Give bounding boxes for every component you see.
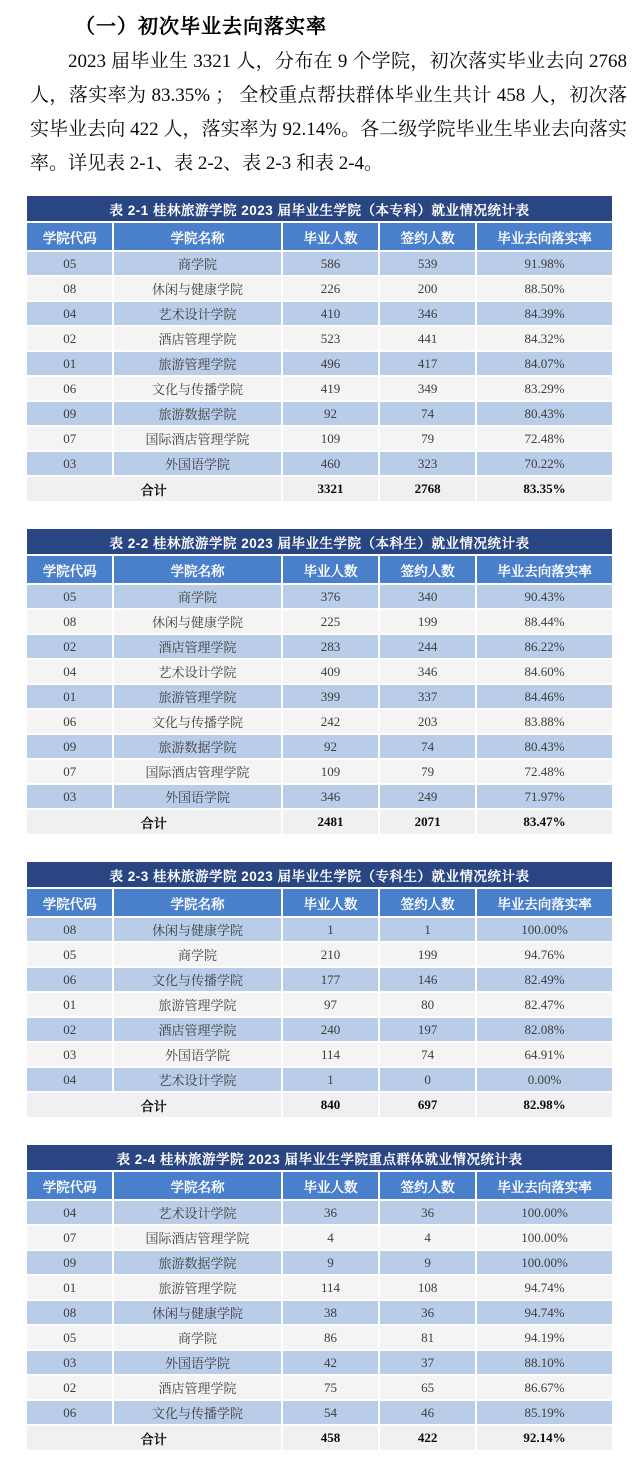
cell-placement-rate: 91.98%	[477, 252, 612, 275]
cell-college-code: 06	[27, 710, 112, 733]
cell-college-code: 01	[27, 993, 112, 1016]
cell-signed-count: 346	[380, 660, 475, 683]
table-row	[27, 1326, 612, 1349]
total-label: 合计	[27, 810, 281, 834]
column-header-graduates-count: 毕业人数	[283, 1172, 379, 1199]
cell-placement-rate: 94.74%	[477, 1301, 612, 1324]
cell-signed-count: 74	[380, 402, 475, 425]
cell-college-name: 旅游管理学院	[114, 352, 280, 375]
cell-signed-count: 108	[380, 1276, 475, 1299]
cell-placement-rate: 0.00%	[477, 1068, 612, 1091]
table-row	[27, 1068, 612, 1091]
cell-college-code: 04	[27, 1068, 112, 1091]
cell-college-code: 02	[27, 1376, 112, 1399]
column-header-college-name: 学院名称	[114, 556, 280, 583]
column-header-graduates-count: 毕业人数	[283, 223, 379, 250]
cell-placement-rate: 85.19%	[477, 1401, 612, 1424]
cell-college-code: 07	[27, 1226, 112, 1249]
cell-placement-rate: 86.22%	[477, 635, 612, 658]
cell-college-name: 文化与传播学院	[114, 1401, 280, 1424]
cell-graduates-count: 114	[283, 1043, 379, 1066]
tables-container	[25, 194, 626, 1452]
cell-college-name: 艺术设计学院	[114, 1068, 280, 1091]
table-body	[27, 918, 612, 1117]
cell-college-code: 09	[27, 1251, 112, 1274]
cell-college-code: 09	[27, 402, 112, 425]
table-row	[27, 452, 612, 475]
table-row	[27, 252, 612, 275]
cell-graduates-count: 177	[283, 968, 379, 991]
cell-placement-rate: 100.00%	[477, 1201, 612, 1224]
cell-graduates-count: 523	[283, 327, 379, 350]
cell-graduates-count: 92	[283, 735, 379, 758]
cell-college-name: 酒店管理学院	[114, 635, 280, 658]
cell-graduates-count: 42	[283, 1351, 379, 1374]
total-graduates-count: 3321	[283, 477, 379, 501]
table-row	[27, 327, 612, 350]
cell-placement-rate: 100.00%	[477, 918, 612, 941]
cell-graduates-count: 54	[283, 1401, 379, 1424]
table-header-row	[27, 556, 612, 583]
cell-college-name: 休闲与健康学院	[114, 610, 280, 633]
cell-college-code: 07	[27, 760, 112, 783]
cell-college-name: 旅游数据学院	[114, 1251, 280, 1274]
column-header-signed-count: 签约人数	[380, 223, 475, 250]
cell-college-name: 国际酒店管理学院	[114, 760, 280, 783]
cell-college-code: 03	[27, 1351, 112, 1374]
cell-placement-rate: 84.32%	[477, 327, 612, 350]
cell-signed-count: 197	[380, 1018, 475, 1041]
cell-college-code: 02	[27, 635, 112, 658]
table-row	[27, 1226, 612, 1249]
cell-college-code: 04	[27, 302, 112, 325]
total-signed-count: 2071	[380, 810, 475, 834]
cell-signed-count: 337	[380, 685, 475, 708]
column-header-college-name: 学院名称	[114, 1172, 280, 1199]
table-title: 表 2-3 桂林旅游学院 2023 届毕业生学院（专科生）就业情况统计表	[27, 862, 612, 887]
table-row	[27, 1351, 612, 1374]
cell-signed-count: 539	[380, 252, 475, 275]
cell-college-name: 国际酒店管理学院	[114, 1226, 280, 1249]
table-row	[27, 1301, 612, 1324]
total-signed-count: 2768	[380, 477, 475, 501]
column-header-placement-rate: 毕业去向落实率	[477, 889, 612, 916]
total-label: 合计	[27, 1093, 281, 1117]
cell-signed-count: 146	[380, 968, 475, 991]
cell-placement-rate: 82.08%	[477, 1018, 612, 1041]
cell-college-code: 06	[27, 1401, 112, 1424]
cell-signed-count: 200	[380, 277, 475, 300]
cell-college-name: 商学院	[114, 943, 280, 966]
cell-graduates-count: 240	[283, 1018, 379, 1041]
cell-signed-count: 9	[380, 1251, 475, 1274]
cell-signed-count: 0	[380, 1068, 475, 1091]
column-header-placement-rate: 毕业去向落实率	[477, 556, 612, 583]
cell-college-name: 旅游数据学院	[114, 735, 280, 758]
table-row	[27, 1276, 612, 1299]
intro-paragraph: 2023 届毕业生 3321 人，分布在 9 个学院，初次落实毕业去向 2768 人，落实率为 83.35% ； 全校重点帮扶群体毕业生共计 458 人，初次落实毕业去向 422 人，落实率为 92.14%。各二级学院毕业生毕业去向落实率。详见表 2-1、表 2-2、表 2-3 和表 2-4。	[30, 51, 627, 174]
cell-college-code: 03	[27, 1043, 112, 1066]
cell-placement-rate: 84.60%	[477, 660, 612, 683]
column-header-placement-rate: 毕业去向落实率	[477, 1172, 612, 1199]
cell-college-name: 文化与传播学院	[114, 710, 280, 733]
table-title-row	[27, 862, 612, 887]
cell-graduates-count: 226	[283, 277, 379, 300]
cell-graduates-count: 496	[283, 352, 379, 375]
column-header-signed-count: 签约人数	[380, 889, 475, 916]
total-placement-rate: 92.14%	[477, 1426, 612, 1450]
cell-college-name: 文化与传播学院	[114, 377, 280, 400]
statistics-table	[25, 1143, 614, 1452]
cell-college-name: 国际酒店管理学院	[114, 427, 280, 450]
cell-college-name: 旅游管理学院	[114, 1276, 280, 1299]
table-row	[27, 710, 612, 733]
column-header-college-code: 学院代码	[27, 556, 112, 583]
cell-college-name: 商学院	[114, 1326, 280, 1349]
cell-graduates-count: 399	[283, 685, 379, 708]
statistics-table	[25, 194, 614, 503]
cell-graduates-count: 4	[283, 1226, 379, 1249]
cell-graduates-count: 586	[283, 252, 379, 275]
cell-college-name: 商学院	[114, 585, 280, 608]
cell-placement-rate: 72.48%	[477, 760, 612, 783]
cell-signed-count: 199	[380, 610, 475, 633]
table-row	[27, 760, 612, 783]
cell-college-code: 04	[27, 1201, 112, 1224]
table-row	[27, 635, 612, 658]
cell-signed-count: 36	[380, 1301, 475, 1324]
cell-college-code: 09	[27, 735, 112, 758]
cell-signed-count: 36	[380, 1201, 475, 1224]
column-header-placement-rate: 毕业去向落实率	[477, 223, 612, 250]
cell-college-name: 酒店管理学院	[114, 1376, 280, 1399]
cell-signed-count: 80	[380, 993, 475, 1016]
cell-graduates-count: 86	[283, 1326, 379, 1349]
table-row	[27, 785, 612, 808]
cell-college-name: 外国语学院	[114, 785, 280, 808]
cell-placement-rate: 82.49%	[477, 968, 612, 991]
cell-college-code: 01	[27, 352, 112, 375]
cell-placement-rate: 88.44%	[477, 610, 612, 633]
column-header-college-code: 学院代码	[27, 889, 112, 916]
cell-signed-count: 249	[380, 785, 475, 808]
total-signed-count: 422	[380, 1426, 475, 1450]
cell-graduates-count: 109	[283, 427, 379, 450]
cell-placement-rate: 80.43%	[477, 735, 612, 758]
cell-graduates-count: 38	[283, 1301, 379, 1324]
cell-college-code: 06	[27, 968, 112, 991]
cell-graduates-count: 92	[283, 402, 379, 425]
cell-signed-count: 199	[380, 943, 475, 966]
cell-college-name: 商学院	[114, 252, 280, 275]
cell-placement-rate: 94.76%	[477, 943, 612, 966]
table-total-row	[27, 1426, 612, 1450]
cell-college-name: 休闲与健康学院	[114, 918, 280, 941]
total-graduates-count: 458	[283, 1426, 379, 1450]
total-graduates-count: 840	[283, 1093, 379, 1117]
cell-graduates-count: 210	[283, 943, 379, 966]
cell-graduates-count: 460	[283, 452, 379, 475]
table-header-row	[27, 223, 612, 250]
section-heading: （一）初次毕业去向落实率	[75, 16, 327, 38]
cell-signed-count: 79	[380, 760, 475, 783]
table-title: 表 2-1 桂林旅游学院 2023 届毕业生学院（本专科）就业情况统计表	[27, 196, 612, 221]
table-title-row	[27, 1145, 612, 1170]
cell-graduates-count: 114	[283, 1276, 379, 1299]
cell-placement-rate: 88.10%	[477, 1351, 612, 1374]
cell-graduates-count: 109	[283, 760, 379, 783]
cell-college-name: 休闲与健康学院	[114, 277, 280, 300]
cell-college-name: 旅游管理学院	[114, 685, 280, 708]
table-title-row	[27, 529, 612, 554]
cell-college-code: 03	[27, 785, 112, 808]
cell-signed-count: 74	[380, 1043, 475, 1066]
cell-college-code: 08	[27, 1301, 112, 1324]
cell-college-code: 02	[27, 327, 112, 350]
table-row	[27, 427, 612, 450]
cell-college-code: 05	[27, 943, 112, 966]
cell-placement-rate: 82.47%	[477, 993, 612, 1016]
table-row	[27, 302, 612, 325]
table-row	[27, 377, 612, 400]
cell-signed-count: 65	[380, 1376, 475, 1399]
cell-signed-count: 203	[380, 710, 475, 733]
cell-graduates-count: 9	[283, 1251, 379, 1274]
cell-college-name: 酒店管理学院	[114, 1018, 280, 1041]
table-row	[27, 1043, 612, 1066]
statistics-table	[25, 527, 614, 836]
cell-college-code: 05	[27, 585, 112, 608]
cell-signed-count: 74	[380, 735, 475, 758]
cell-graduates-count: 409	[283, 660, 379, 683]
total-label: 合计	[27, 477, 281, 501]
column-header-college-name: 学院名称	[114, 223, 280, 250]
table-header-row	[27, 1172, 612, 1199]
table-row	[27, 1401, 612, 1424]
cell-graduates-count: 283	[283, 635, 379, 658]
cell-college-name: 酒店管理学院	[114, 327, 280, 350]
cell-signed-count: 46	[380, 1401, 475, 1424]
total-placement-rate: 82.98%	[477, 1093, 612, 1117]
table-row	[27, 585, 612, 608]
cell-graduates-count: 36	[283, 1201, 379, 1224]
cell-college-code: 07	[27, 427, 112, 450]
table-total-row	[27, 477, 612, 501]
table-header-row	[27, 889, 612, 916]
table-body	[27, 252, 612, 501]
cell-signed-count: 1	[380, 918, 475, 941]
cell-placement-rate: 72.48%	[477, 427, 612, 450]
cell-placement-rate: 70.22%	[477, 452, 612, 475]
cell-placement-rate: 100.00%	[477, 1251, 612, 1274]
cell-college-name: 艺术设计学院	[114, 660, 280, 683]
table-row	[27, 735, 612, 758]
cell-graduates-count: 410	[283, 302, 379, 325]
table-row	[27, 352, 612, 375]
table-title-row	[27, 196, 612, 221]
cell-placement-rate: 84.46%	[477, 685, 612, 708]
total-label: 合计	[27, 1426, 281, 1450]
cell-signed-count: 244	[380, 635, 475, 658]
cell-placement-rate: 88.50%	[477, 277, 612, 300]
total-signed-count: 697	[380, 1093, 475, 1117]
cell-college-name: 旅游数据学院	[114, 402, 280, 425]
cell-graduates-count: 75	[283, 1376, 379, 1399]
table-body	[27, 585, 612, 834]
cell-graduates-count: 225	[283, 610, 379, 633]
cell-college-code: 06	[27, 377, 112, 400]
column-header-graduates-count: 毕业人数	[283, 889, 379, 916]
cell-college-code: 01	[27, 685, 112, 708]
table-row	[27, 685, 612, 708]
total-graduates-count: 2481	[283, 810, 379, 834]
column-header-college-name: 学院名称	[114, 889, 280, 916]
cell-placement-rate: 94.19%	[477, 1326, 612, 1349]
table-title: 表 2-2 桂林旅游学院 2023 届毕业生学院（本科生）就业情况统计表	[27, 529, 612, 554]
table-row	[27, 1201, 612, 1224]
cell-graduates-count: 242	[283, 710, 379, 733]
cell-graduates-count: 1	[283, 918, 379, 941]
table-title: 表 2-4 桂林旅游学院 2023 届毕业生学院重点群体就业情况统计表	[27, 1145, 612, 1170]
column-header-college-code: 学院代码	[27, 1172, 112, 1199]
table-row	[27, 277, 612, 300]
table-row	[27, 993, 612, 1016]
column-header-graduates-count: 毕业人数	[283, 556, 379, 583]
cell-graduates-count: 97	[283, 993, 379, 1016]
total-placement-rate: 83.47%	[477, 810, 612, 834]
cell-college-name: 旅游管理学院	[114, 993, 280, 1016]
table-row	[27, 1018, 612, 1041]
cell-signed-count: 417	[380, 352, 475, 375]
total-placement-rate: 83.35%	[477, 477, 612, 501]
cell-college-code: 08	[27, 918, 112, 941]
cell-graduates-count: 419	[283, 377, 379, 400]
cell-college-name: 艺术设计学院	[114, 302, 280, 325]
table-body	[27, 1201, 612, 1450]
cell-placement-rate: 94.74%	[477, 1276, 612, 1299]
cell-college-code: 03	[27, 452, 112, 475]
cell-college-name: 休闲与健康学院	[114, 1301, 280, 1324]
statistics-table	[25, 860, 614, 1119]
cell-college-code: 05	[27, 1326, 112, 1349]
table-row	[27, 610, 612, 633]
table-total-row	[27, 810, 612, 834]
cell-signed-count: 37	[380, 1351, 475, 1374]
cell-graduates-count: 1	[283, 1068, 379, 1091]
cell-signed-count: 441	[380, 327, 475, 350]
cell-college-name: 文化与传播学院	[114, 968, 280, 991]
table-row	[27, 1251, 612, 1274]
cell-graduates-count: 346	[283, 785, 379, 808]
cell-placement-rate: 84.39%	[477, 302, 612, 325]
table-row	[27, 660, 612, 683]
cell-college-name: 外国语学院	[114, 1351, 280, 1374]
cell-placement-rate: 71.97%	[477, 785, 612, 808]
cell-signed-count: 4	[380, 1226, 475, 1249]
column-header-college-code: 学院代码	[27, 223, 112, 250]
cell-college-name: 艺术设计学院	[114, 1201, 280, 1224]
column-header-signed-count: 签约人数	[380, 556, 475, 583]
cell-college-code: 08	[27, 277, 112, 300]
cell-college-code: 08	[27, 610, 112, 633]
cell-signed-count: 349	[380, 377, 475, 400]
cell-college-code: 05	[27, 252, 112, 275]
cell-college-name: 外国语学院	[114, 1043, 280, 1066]
table-row	[27, 918, 612, 941]
table-total-row	[27, 1093, 612, 1117]
cell-placement-rate: 100.00%	[477, 1226, 612, 1249]
table-row	[27, 943, 612, 966]
cell-signed-count: 323	[380, 452, 475, 475]
cell-placement-rate: 90.43%	[477, 585, 612, 608]
cell-placement-rate: 83.29%	[477, 377, 612, 400]
cell-college-name: 外国语学院	[114, 452, 280, 475]
cell-college-code: 04	[27, 660, 112, 683]
cell-placement-rate: 80.43%	[477, 402, 612, 425]
cell-signed-count: 340	[380, 585, 475, 608]
cell-placement-rate: 86.67%	[477, 1376, 612, 1399]
cell-placement-rate: 84.07%	[477, 352, 612, 375]
table-row	[27, 402, 612, 425]
table-row	[27, 968, 612, 991]
table-row	[27, 1376, 612, 1399]
cell-college-code: 01	[27, 1276, 112, 1299]
cell-college-code: 02	[27, 1018, 112, 1041]
cell-placement-rate: 64.91%	[477, 1043, 612, 1066]
cell-signed-count: 79	[380, 427, 475, 450]
cell-graduates-count: 376	[283, 585, 379, 608]
cell-signed-count: 81	[380, 1326, 475, 1349]
column-header-signed-count: 签约人数	[380, 1172, 475, 1199]
cell-placement-rate: 83.88%	[477, 710, 612, 733]
cell-signed-count: 346	[380, 302, 475, 325]
